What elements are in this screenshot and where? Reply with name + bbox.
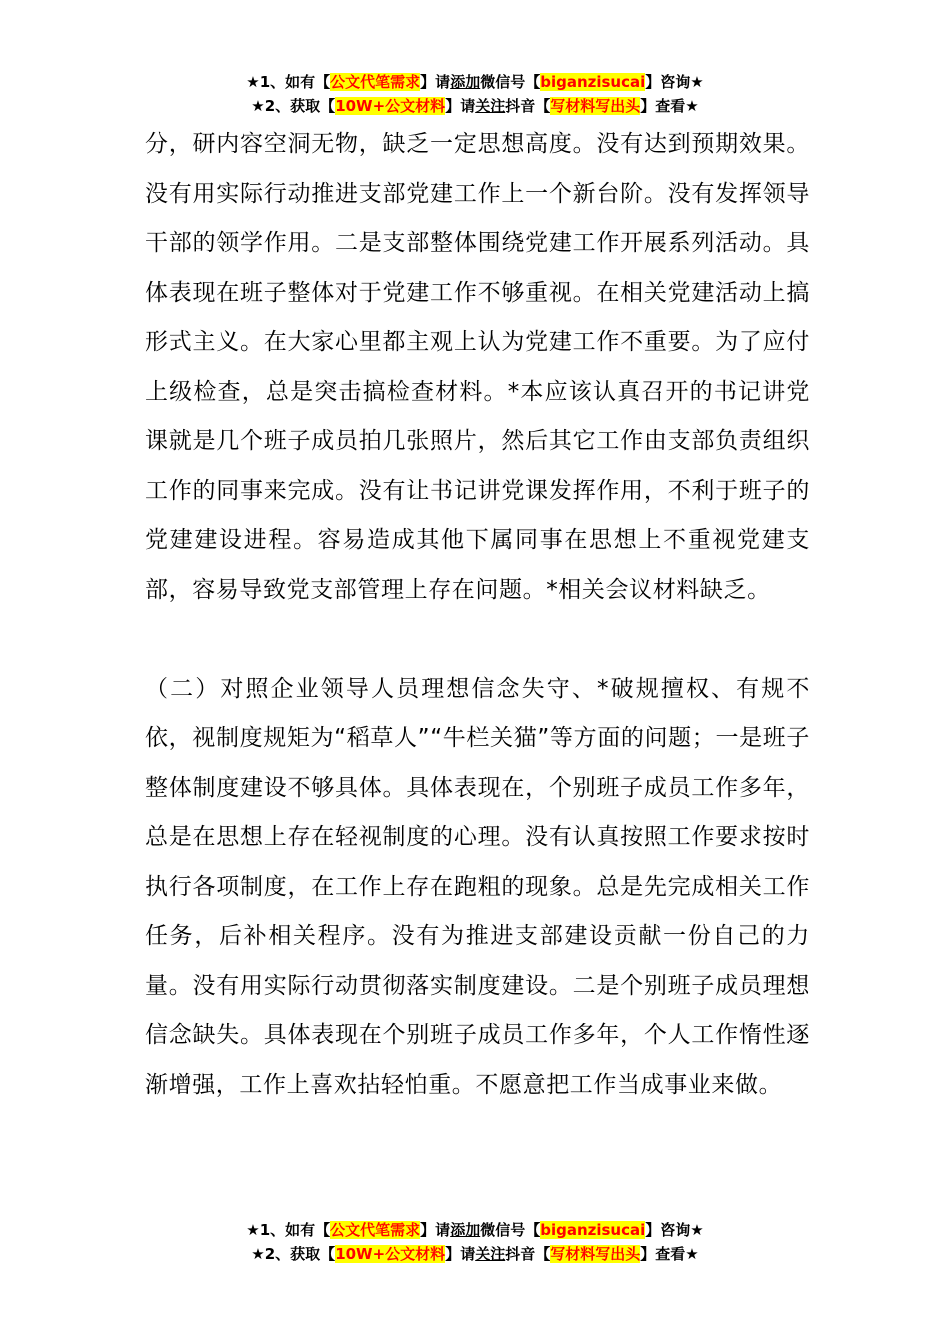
- banner-line-2: [0, 1242, 950, 1266]
- banner-text: 抖音【: [505, 1245, 551, 1263]
- highlight-service: 公文代笔需求: [330, 73, 421, 91]
- highlight-douyin: 写材料写出头: [550, 1245, 641, 1263]
- banner-text: 】查看★: [640, 1245, 699, 1263]
- paragraph-1: 分，研内容空洞无物，缺乏一定思想高度。没有达到预期效果。没有用实际行动推进支部党建工作上一个新台阶。没有发挥领导干部的领学作用。二是支部整体围绕党建工作开展系列活动。具体表现在班子整体对于党建工作不够重视。在相关党建活动上搞形式主义。在大家心里都主观上认为党建工作不重要。为了应付上级检查，总是突击搞检查材料。*本应该认真召开的书记讲党课就是几个班子成员拍几张照片，然后其它工作由支部负责组织工作的同事来完成。没有让书记讲党课发挥作用，不利于班子的党建建设进程。容易造成其他下属同事在思想上不重视党建支部，容易导致党支部管理上存在问题。*相关会议材料缺乏。: [145, 131, 810, 603]
- banner-text: 抖音【: [505, 97, 551, 115]
- banner-text: 微信号【: [480, 1221, 541, 1239]
- underline-add: 添加: [450, 73, 481, 91]
- underline-follow: 关注: [475, 97, 506, 115]
- header-banner: [0, 70, 950, 118]
- banner-text: 】请: [445, 1245, 476, 1263]
- banner-text: 】查看★: [640, 97, 699, 115]
- banner-text: 】咨询★: [645, 73, 704, 91]
- highlight-materials: 10W+公文材料: [335, 1245, 446, 1263]
- banner-text: 】请: [420, 1221, 451, 1239]
- highlight-materials: 10W+公文材料: [335, 97, 446, 115]
- banner-text: 】请: [420, 73, 451, 91]
- banner-line-1: [0, 70, 950, 94]
- banner-line-1: [0, 1218, 950, 1242]
- underline-follow: 关注: [475, 1245, 506, 1263]
- banner-text: 】咨询★: [645, 1221, 704, 1239]
- banner-text: 】请: [445, 97, 476, 115]
- highlight-wechat-id: biganzisucai: [540, 73, 646, 91]
- banner-text: ★2、获取【: [251, 1245, 336, 1263]
- footer-banner: [0, 1218, 950, 1266]
- banner-text: ★1、如有【: [246, 73, 331, 91]
- highlight-wechat-id: biganzisucai: [540, 1221, 646, 1239]
- highlight-service: 公文代笔需求: [330, 1221, 421, 1239]
- underline-add: 添加: [450, 1221, 481, 1239]
- banner-text: 微信号【: [480, 73, 541, 91]
- highlight-douyin: 写材料写出头: [550, 97, 641, 115]
- paragraph-2: （二）对照企业领导人员理想信念失守、*破规擅权、有规不依，视制度规矩为“稻草人”“牛栏关猫”等方面的问题；一是班子整体制度建设不够具体。具体表现在，个别班子成员工作多年，总是在思想上存在轻视制度的心理。没有认真按照工作要求按时执行各项制度，在工作上存在跑粗的现象。总是先完成相关工作任务，后补相关程序。没有为推进支部建设贡献一份自己的力量。没有用实际行动贯彻落实制度建设。二是个别班子成员理想信念缺失。具体表现在个别班子成员工作多年，个人工作惰性逐渐增强，工作上喜欢拈轻怕重。不愿意把工作当成事业来做。: [145, 675, 810, 1098]
- banner-text: ★2、获取【: [251, 97, 336, 115]
- banner-line-2: [0, 94, 950, 118]
- document-body: [145, 120, 810, 1110]
- paragraph-gap: [145, 615, 810, 665]
- banner-text: ★1、如有【: [246, 1221, 331, 1239]
